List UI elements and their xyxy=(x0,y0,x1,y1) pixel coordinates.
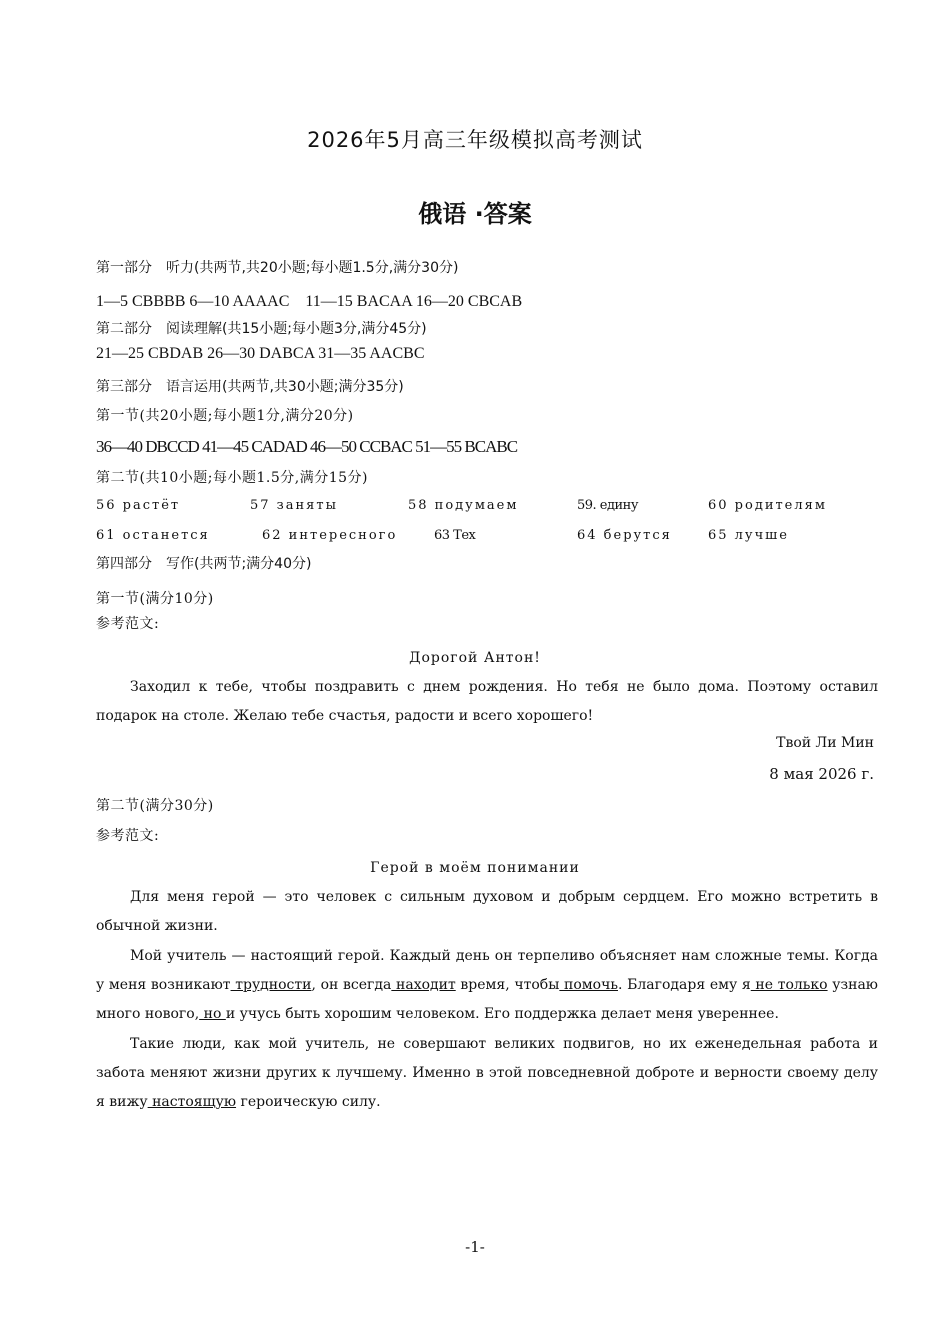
essay-p2-text-f: и учусь быть хорошим человеком. Его поддержка делает меня увереннее. xyxy=(225,1006,779,1022)
fill-answer-57: 57 заняты xyxy=(250,498,338,513)
essay-p2-text-e: узнаю много нового, xyxy=(96,977,878,1022)
essay-paragraph-3 xyxy=(96,1030,878,1117)
letter-greeting: Дорогой Антон! xyxy=(409,650,541,666)
sample-label-1: 参考范文: xyxy=(96,616,160,632)
fill-answers-row-1 xyxy=(96,498,856,518)
essay-p2-underline-1: трудности xyxy=(230,977,312,993)
fill-answer-62: 62 интересного xyxy=(262,528,398,543)
fill-answer-65: 65 лучше xyxy=(708,528,789,543)
part3-heading: 第三部分 语言运用(共两节,共30小题;满分35分) xyxy=(96,379,404,395)
essay-p3-text-b: героическую силу. xyxy=(236,1094,381,1110)
essay-paragraph-2 xyxy=(96,942,878,1029)
fill-answer-56: 56 растёт xyxy=(96,498,181,513)
part1-answers: 1—5 CBBBB 6—10 AAAAC 11—15 BACAA 16—20 CBCAB xyxy=(96,293,523,310)
essay-paragraph-1: Для меня герой — это человек с сильным духовом и добрым сердцем. Его можно встретить в обычной жизни. xyxy=(96,889,878,934)
essay-p3-underline-1: настоящую xyxy=(147,1094,237,1110)
fill-answer-58: 58 подумаем xyxy=(408,498,519,513)
essay-p2-underline-4: не только xyxy=(750,977,828,993)
essay-p2-text-c: время, чтобы xyxy=(455,977,560,993)
part2-heading: 第二部分 阅读理解(共15小题;每小题3分,满分45分) xyxy=(96,321,427,337)
part1-heading: 第一部分 听力(共两节,共20小题;每小题1.5分,满分30分) xyxy=(96,260,459,276)
fill-answer-60: 60 родителям xyxy=(708,498,827,513)
part2-answers: 21—25 CBDAB 26—30 DABCA 31—35 AACBC xyxy=(96,345,425,362)
essay-p2-underline-2: находит xyxy=(391,977,456,993)
fill-answer-64: 64 берутся xyxy=(577,528,672,543)
letter-date: 8 мая 2026 г. xyxy=(769,765,874,783)
essay-title: Герой в моём понимании xyxy=(370,860,580,876)
part3-section1: 第一节(共20小题;每小题1分,满分20分) xyxy=(96,408,354,424)
page-number: -1- xyxy=(465,1238,485,1256)
essay-p2-underline-5: но xyxy=(199,1006,226,1022)
fill-answers-row-2 xyxy=(96,528,856,548)
part4-heading: 第四部分 写作(共两节;满分40分) xyxy=(96,556,312,572)
exam-title: 2026年5月高三年级模拟高考测试 xyxy=(307,128,643,152)
letter-body: Заходил к тебе, чтобы поздравить с днем рождения. Но тебя не было дома. Поэтому оставил подарок на столе. Желаю тебе счастья, радости и всего хорошего! xyxy=(96,679,878,724)
fill-answer-61: 61 останется xyxy=(96,528,210,543)
letter-signature: Твой Ли Мин xyxy=(776,735,874,751)
part3-section2: 第二节(共10小题;每小题1.5分,满分15分) xyxy=(96,470,368,486)
answer-subtitle: 俄语 ·答案 xyxy=(418,200,532,228)
essay-p2-text-b: , он всегда xyxy=(311,977,392,993)
sample-label-2: 参考范文: xyxy=(96,828,160,844)
fill-answer-63: 63 Тех xyxy=(434,528,476,543)
essay-p2-text-a: Мой учитель — настоящий герой. Каждый день он терпеливо объясняет нам сложные темы. Когда у меня возникают xyxy=(96,948,878,993)
essay-p2-text-d: . Благодаря ему я xyxy=(617,977,751,993)
essay-p2-underline-3: помочь xyxy=(559,977,618,993)
part3-answers: 36—40 DBCCD 41—45 CADAD 46—50 CCBAC 51—55 BCABC xyxy=(96,437,518,456)
part4-section1: 第一节(满分10分) xyxy=(96,591,214,607)
fill-answer-59: 59. едину xyxy=(577,498,638,513)
essay-p3-text-a: Такие люди, как мой учитель, не совершают великих подвигов, но их еженедельная работа и забота меняют жизни других к лучшему. Именно в этой повседневной доброте и верности своему делу я вижу xyxy=(96,1036,878,1110)
part4-section2: 第二节(满分30分) xyxy=(96,798,214,814)
